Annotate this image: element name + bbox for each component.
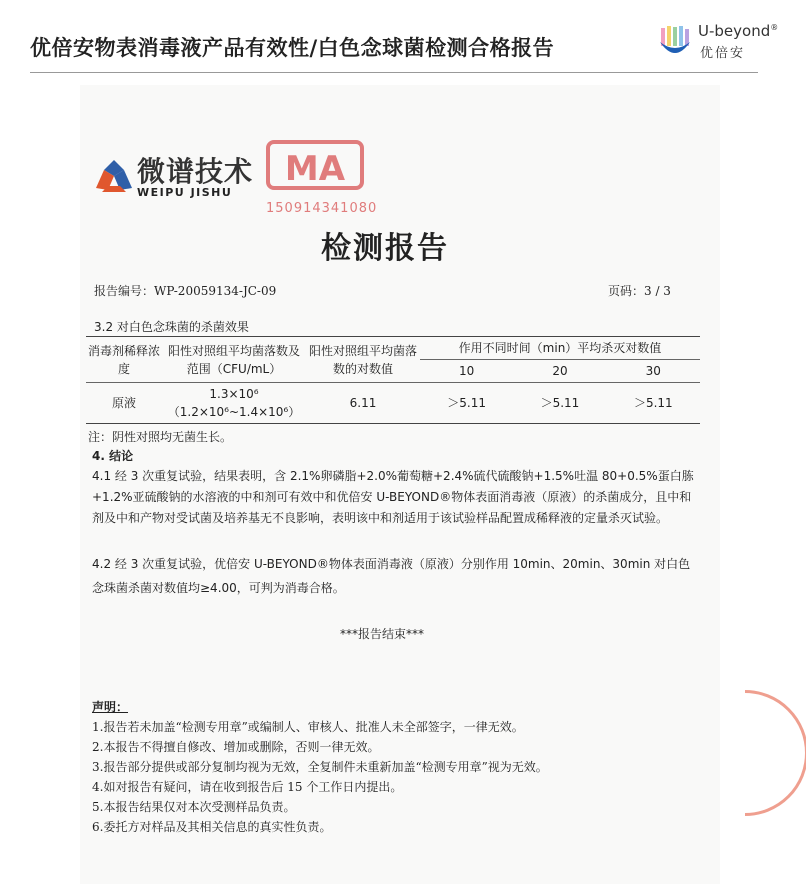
time-20: 20 [552, 364, 568, 378]
conclusion-4-1: 4.1 经 3 次重复试验，结果表明，含 2.1%卵磷脂+2.0%葡萄糖+2.4%硫代硫酸钠+1.5%吐温 80+0.5%蛋白胨+1.2%亚硫酸钠的水溶液的中和剂可有效中和优倍安 U-BEYOND®物体表面消毒液（原液）的杀菌成分，且中和剂及中和产物对受试菌及培养基无不良影响，表明该中和剂适用于该试验样品配置成稀释液的定量杀灭试验。 [92, 469, 694, 525]
cell-kill-10: ＞5.11 [447, 396, 487, 410]
time-30: 30 [645, 364, 661, 378]
header-log: 阳性对照组平均菌落数的对数值 [308, 343, 417, 376]
header-divider [30, 72, 758, 73]
declaration-item: 3.报告部分提供或部分复制均视为无效，全复制件未重新加盖“检测专用章”视为无效。 [92, 760, 548, 774]
declaration-item: 1.报告若未加盖“检测专用章”或编制人、审核人、批准人未全部签字，一律无效。 [92, 720, 524, 734]
declaration-item: 6.委托方对样品及其相关信息的真实性负责。 [92, 820, 332, 834]
cell-log: 6.11 [349, 396, 377, 410]
table-row [86, 383, 700, 424]
conclusion-4-2: 4.2 经 3 次重复试验，优倍安 U-BEYOND®物体表面消毒液（原液）分别作用 10min、20min、30min 对白色念珠菌杀菌对数值均≥4.00，可判为消毒合格。 [92, 557, 691, 595]
cell-mean: 1.3×10⁶ （1.2×10⁶~1.4×10⁶） [167, 387, 301, 419]
conclusion-title: 4. 结论 [92, 449, 134, 463]
report-number: 报告编号：WP-20059134-JC-09 [94, 284, 277, 298]
cma-number: 150914341080 [266, 201, 378, 216]
declaration-item: 2.本报告不得擅自修改、增加或删除，否则一律无效。 [92, 740, 380, 754]
u-beyond-logo-icon [658, 24, 692, 58]
cell-kill-20: ＞5.11 [540, 396, 580, 410]
cell-kill-30: ＞5.11 [633, 396, 673, 410]
time-10: 10 [459, 364, 475, 378]
section-title: 3.2 对白色念珠菌的杀菌效果 [94, 320, 249, 334]
header-times: 作用不同时间（min）平均杀灭对数值 [420, 337, 700, 360]
declaration-item: 5.本报告结果仅对本次受测样品负责。 [92, 800, 296, 814]
cma-mark: MA [266, 140, 364, 190]
declaration-item: 4.如对报告有疑问，请在收到报告后 15 个工作日内提出。 [92, 780, 403, 794]
page-number: 页码：3 / 3 [608, 284, 671, 298]
header-concentration: 消毒剂稀释浓度 [88, 343, 161, 376]
brand-name: U-beyond® [698, 22, 779, 40]
results-table [86, 336, 700, 424]
lab-logo-text: 微谱技术 [137, 155, 254, 188]
cell-concentration: 原液 [111, 396, 136, 410]
lab-logo-en: WEIPU JISHU [137, 186, 233, 199]
page-title: 优倍安物表消毒液产品有效性/白色念球菌检测合格报告 [30, 35, 555, 60]
report-end: ***报告结束*** [340, 627, 425, 641]
declaration-title: 声明： [92, 700, 129, 714]
report-title: 检测报告 [321, 231, 449, 266]
weipu-logo-icon [94, 158, 134, 194]
brand-cn: 优倍安 [700, 46, 746, 61]
header-mean-range: 阳性对照组平均菌落数及范围（CFU/mL） [167, 343, 300, 376]
table-note: 注：阴性对照均无菌生长。 [88, 430, 233, 444]
